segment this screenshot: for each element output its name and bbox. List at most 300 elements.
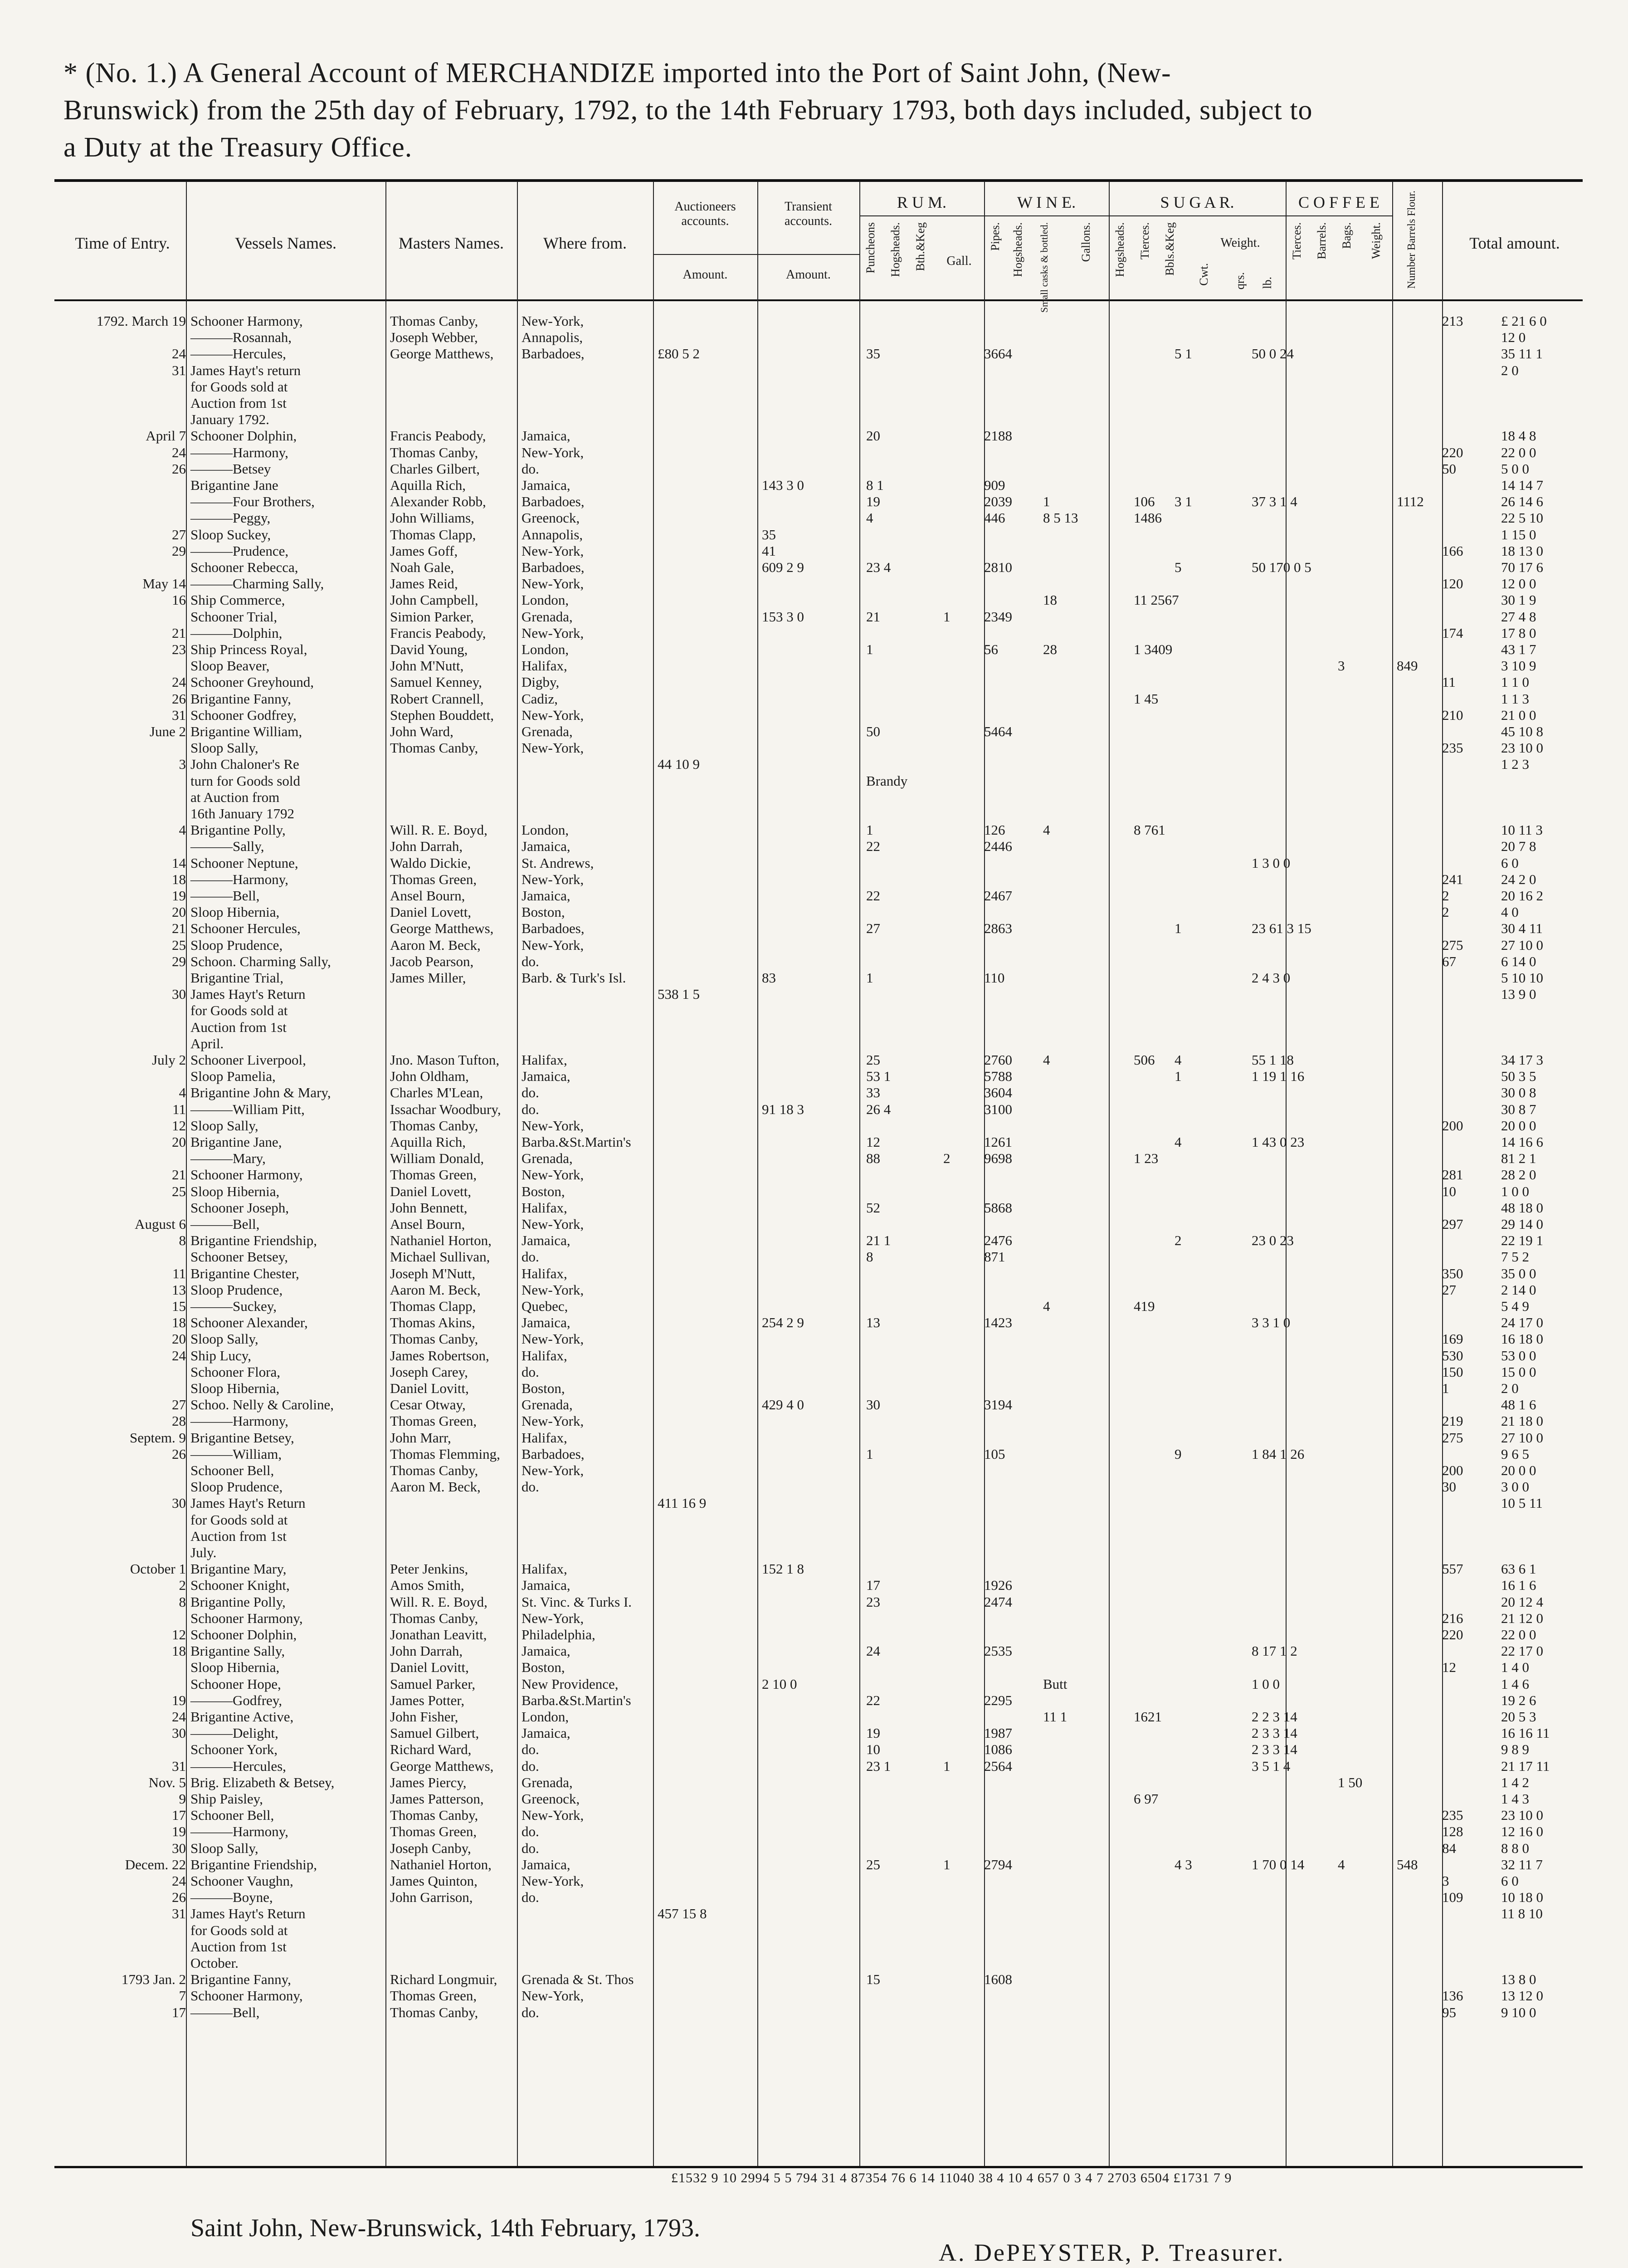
table-row: [54, 1413, 1583, 1429]
vessel-name: ———Betsey: [190, 460, 271, 477]
vessel-name: turn for Goods sold: [190, 772, 300, 789]
sugar-casks: 5: [1175, 559, 1182, 575]
master-name: Simion Parker,: [390, 608, 474, 625]
table-row: [54, 1545, 1583, 1561]
master-name: Waldo Dickie,: [390, 855, 471, 871]
master-name: George Matthews,: [390, 920, 494, 937]
where-from: Boston,: [522, 1183, 565, 1199]
vessel-name: Brigantine Betsey,: [190, 1429, 294, 1446]
table-row: [54, 1577, 1583, 1593]
master-name: James Reid,: [390, 576, 458, 592]
where-from: Barbadoes,: [522, 559, 585, 575]
sugar-casks: 4 3: [1175, 1856, 1192, 1872]
auctioneer-amount: 538 1 5: [658, 986, 700, 1002]
vessel-name: Brigantine Active,: [190, 1709, 294, 1725]
entry-date: April 7: [146, 428, 186, 444]
barrels-flour: 84: [1442, 1840, 1456, 1856]
rum-gallons: 2476: [984, 1232, 1012, 1249]
master-name: John Darrah,: [390, 838, 463, 855]
table-row: [54, 362, 1583, 379]
where-from: Barba.&St.Martin's: [522, 1692, 631, 1708]
vessel-name: Brigantine John & Mary,: [190, 1085, 331, 1101]
table-row: [54, 1594, 1583, 1610]
title-line-3: a Duty at the Treasury Office.: [63, 132, 413, 163]
vessel-name: Schooner Harmony,: [190, 313, 303, 329]
vessel-name: Sloop Sally,: [190, 1840, 258, 1856]
table-row: [54, 1889, 1583, 1906]
master-name: Thomas Canby,: [390, 313, 478, 329]
master-name: Thomas Canby,: [390, 1807, 478, 1823]
entry-date: 24: [172, 444, 186, 460]
entry-date: 25: [172, 937, 186, 953]
auctioneer-amount: 411 16 9: [658, 1495, 707, 1511]
entry-date: 18: [172, 1643, 186, 1659]
table-row: [54, 1348, 1583, 1364]
master-name: Ansel Bourn,: [390, 888, 465, 904]
where-from: Jamaica,: [522, 888, 570, 904]
rum-puncheons: 17: [866, 1577, 880, 1593]
master-name: Thomas Canby,: [390, 740, 478, 756]
entry-date: 27: [172, 1397, 186, 1413]
header-wine-col: Pipes.: [989, 222, 1002, 251]
auctioneer-amount: £80 5 2: [658, 346, 700, 362]
vessel-name: ———Rosannah,: [190, 329, 292, 346]
where-from: Jamaica,: [522, 1725, 570, 1741]
master-name: Thomas Canby,: [390, 1462, 478, 1478]
table-row: [54, 1019, 1583, 1036]
entry-date: 4: [179, 1085, 186, 1101]
table-row: [54, 1232, 1583, 1249]
rum-gallons: 105: [984, 1446, 1005, 1462]
barrels-flour: 219: [1442, 1413, 1463, 1429]
master-name: Cesar Otway,: [390, 1397, 466, 1413]
where-from: New-York,: [522, 1216, 584, 1232]
total-amount: 12 0 0: [1501, 576, 1536, 592]
master-name: Thomas Canby,: [390, 1117, 478, 1134]
entry-date: 31: [172, 362, 186, 378]
vessel-name: ———Harmony,: [190, 1413, 288, 1429]
entry-date: 12: [172, 1627, 186, 1642]
entry-date: 17: [172, 2004, 186, 2020]
barrels-flour: 12: [1442, 1659, 1456, 1676]
vessel-name: Auction from 1st: [190, 1938, 287, 1955]
total-amount: 21 17 11: [1501, 1758, 1550, 1774]
header-group-rule: [984, 215, 1109, 216]
where-from: Halifax,: [522, 1265, 567, 1281]
entry-date: 1793 Jan. 2: [121, 1971, 186, 1988]
header-time-of-entry: Time of Entry.: [75, 234, 170, 252]
total-amount: 11 8 10: [1501, 1906, 1543, 1922]
rum-gallons: 3100: [984, 1101, 1012, 1117]
sugar-weight: 3 5 1 4: [1252, 1758, 1291, 1774]
master-name: James Goff,: [390, 543, 458, 559]
total-amount: 27 10 0: [1501, 937, 1543, 953]
total-amount: 22 0 0: [1501, 1627, 1536, 1642]
total-amount: 16 16 11: [1501, 1725, 1550, 1741]
entry-date: 25: [172, 1183, 186, 1199]
rum-gallons: 2349: [984, 608, 1012, 625]
header-group-rule: [653, 254, 757, 255]
master-name: Will. R. E. Boyd,: [390, 1593, 487, 1610]
where-from: London,: [522, 822, 569, 838]
master-name: John Williams,: [390, 510, 474, 526]
sugar-casks: 9: [1175, 1446, 1182, 1462]
table-row: [54, 1002, 1583, 1019]
sugar-weight: 50 0 24: [1252, 346, 1294, 362]
table-row: [54, 494, 1583, 510]
table-row: [54, 1200, 1583, 1216]
total-amount: 22 17 0: [1501, 1643, 1543, 1659]
rum-bottles-kegs: 1: [943, 1758, 950, 1774]
vessel-name: ———Boyne,: [190, 1889, 273, 1906]
rum-puncheons: 8: [866, 1249, 873, 1265]
entry-date: Nov. 5: [148, 1774, 186, 1790]
where-from: St. Vinc. & Turks I.: [522, 1593, 632, 1610]
vessel-name: Schooner Betsey,: [190, 1249, 288, 1265]
vessel-name: for Goods sold at: [190, 378, 288, 395]
coffee-weight: 548: [1397, 1856, 1418, 1872]
transient-amount: 2 10 0: [762, 1676, 797, 1692]
table-row: [54, 658, 1583, 674]
rum-gallons: 2760: [984, 1052, 1012, 1068]
sugar-weight: 1 84 1 26: [1252, 1446, 1305, 1462]
header-barrels-flour: Number Barrels Flour.: [1406, 191, 1418, 289]
where-from: Barbadoes,: [522, 494, 585, 510]
table-row: [54, 1249, 1583, 1265]
barrels-flour: 109: [1442, 1889, 1463, 1906]
sugar-weight: 1 3 0 0: [1252, 855, 1291, 871]
total-amount: 4 0: [1501, 904, 1519, 920]
header-masters: Masters Names.: [399, 234, 504, 252]
table-row: [54, 1101, 1583, 1118]
master-name: John Darrah,: [390, 1643, 463, 1659]
table-row: [54, 1610, 1583, 1627]
table-row: [54, 888, 1583, 904]
total-amount: 18 13 0: [1501, 543, 1543, 559]
vessel-name: Schooner Godfrey,: [190, 707, 297, 723]
table-row: [54, 1922, 1583, 1939]
rum-puncheons: 27: [866, 920, 880, 937]
table-row: [54, 1512, 1583, 1528]
where-from: New-York,: [522, 1281, 584, 1298]
vessel-name: Schooner Rebecca,: [190, 559, 298, 575]
table-row: [54, 1659, 1583, 1676]
vessel-name: Sloop Beaver,: [190, 658, 270, 674]
where-from: do.: [522, 460, 539, 477]
where-from: Barba.&St.Martin's: [522, 1134, 631, 1150]
where-from: Boston,: [522, 1659, 565, 1676]
entry-date: 16: [172, 592, 186, 608]
rum-puncheons: 30: [866, 1397, 880, 1413]
entry-date: Septem. 9: [130, 1429, 186, 1446]
header-coffee-col: Weight.: [1370, 222, 1383, 259]
wine-casks: 8 5 13: [1043, 510, 1078, 526]
barrels-flour: 3: [1442, 1873, 1449, 1889]
where-from: Annapolis,: [522, 526, 583, 543]
header-vessels: Vessels Names.: [235, 234, 336, 252]
master-name: Will. R. E. Boyd,: [390, 822, 487, 838]
master-name: Thomas Green,: [390, 1167, 477, 1183]
entry-date: 7: [179, 1988, 186, 2004]
table-top-rule: [54, 179, 1583, 182]
where-from: Jamaica,: [522, 838, 570, 855]
vessel-name: Sloop Hibernia,: [190, 1380, 280, 1396]
vessel-name: ———Mary,: [190, 1150, 266, 1167]
vessel-name: April.: [190, 1035, 224, 1051]
vessel-name: Brigantine Mary,: [190, 1561, 287, 1577]
vessel-name: ———Peggy,: [190, 510, 271, 526]
header-sugar-col: Tierces.: [1138, 222, 1151, 260]
total-amount: 43 1 7: [1501, 641, 1536, 657]
vessel-name: for Goods sold at: [190, 1922, 288, 1938]
header-rum-col: Puncheons: [864, 222, 877, 274]
table-row: [54, 592, 1583, 608]
total-amount: 9 8 9: [1501, 1741, 1529, 1758]
total-amount: 12 0: [1501, 329, 1526, 346]
master-name: John Garrison,: [390, 1889, 473, 1906]
entry-date: 26: [172, 690, 186, 707]
vessel-name: Brigantine Jane,: [190, 1134, 282, 1150]
master-name: Thomas Green,: [390, 1413, 477, 1429]
vessel-name: ———Bell,: [190, 1216, 260, 1232]
table-row: [54, 1118, 1583, 1134]
transient-amount: 152 1 8: [762, 1561, 804, 1577]
wine-gallons: 1 23: [1134, 1150, 1159, 1167]
entry-date: 14: [172, 855, 186, 871]
rum-bottles-kegs: 1: [943, 1856, 950, 1872]
vessel-name: Brigantine Jane: [190, 477, 278, 493]
sugar-weight: 3 3 1 0: [1252, 1315, 1291, 1331]
sugar-weight: 2 4 3 0: [1252, 970, 1291, 986]
rum-bottles-kegs: 2: [943, 1150, 950, 1167]
master-name: Thomas Green,: [390, 1988, 477, 2004]
table-bottom-rule: [54, 2166, 1583, 2168]
table-row: [54, 1528, 1583, 1545]
total-amount: 21 0 0: [1501, 707, 1536, 723]
entry-date: 13: [172, 1281, 186, 1298]
barrels-flour: 50: [1442, 460, 1456, 477]
master-name: James Potter,: [390, 1692, 465, 1708]
transient-amount: 41: [762, 543, 776, 559]
total-amount: 5 4 9: [1501, 1298, 1529, 1314]
vessel-name: Schooner Harmony,: [190, 1988, 303, 2004]
barrels-flour: 128: [1442, 1823, 1463, 1840]
vessel-name: Schooner Hope,: [190, 1676, 281, 1692]
entry-date: 24: [172, 1873, 186, 1889]
vessel-name: October.: [190, 1955, 239, 1971]
vessel-name: Sloop Pamelia,: [190, 1068, 276, 1085]
table-row: [54, 1085, 1583, 1101]
master-name: Aquilla Rich,: [390, 1134, 466, 1150]
table-row: [54, 1906, 1583, 1922]
wine-casks: 4: [1043, 822, 1050, 838]
total-amount: 21 12 0: [1501, 1610, 1543, 1626]
entry-date: 20: [172, 1134, 186, 1150]
barrels-flour: 1: [1442, 1380, 1449, 1396]
where-from: Jamaica,: [522, 1643, 570, 1659]
vessel-name: Schooner Neptune,: [190, 855, 298, 871]
rum-puncheons: 1: [866, 1446, 873, 1462]
entry-date: 18: [172, 871, 186, 887]
where-from: Jamaica,: [522, 1856, 570, 1872]
total-amount: 2 0: [1501, 1380, 1519, 1396]
where-from: Halifax,: [522, 1429, 567, 1446]
vessel-name: Ship Princess Royal,: [190, 641, 307, 657]
table-row: [54, 1167, 1583, 1183]
table-row: [54, 838, 1583, 855]
total-amount: 9 10 0: [1501, 2004, 1536, 2020]
barrels-flour: 297: [1442, 1216, 1463, 1232]
master-name: Nathaniel Horton,: [390, 1856, 492, 1872]
entry-date: 18: [172, 1315, 186, 1331]
table-row: [54, 1857, 1583, 1873]
rum-gallons: 126: [984, 822, 1005, 838]
total-amount: 10 18 0: [1501, 1889, 1543, 1906]
entry-date: 3: [179, 756, 186, 772]
master-name: John Bennett,: [390, 1199, 468, 1216]
vessel-name: Ship Lucy,: [190, 1347, 252, 1364]
master-name: Samuel Gilbert,: [390, 1725, 479, 1741]
vessel-name: Sloop Sally,: [190, 740, 258, 756]
rum-gallons: 2794: [984, 1856, 1012, 1872]
transient-amount: 83: [762, 970, 776, 986]
vessel-name: Sloop Hibernia,: [190, 904, 280, 920]
sugar-weight: 1 19 1 16: [1252, 1068, 1305, 1085]
table-row: [54, 1380, 1583, 1397]
master-name: Francis Peabody,: [390, 625, 486, 641]
total-amount: 6 0: [1501, 855, 1519, 871]
total-amount: 30 8 7: [1501, 1101, 1536, 1117]
total-amount: 20 12 4: [1501, 1593, 1543, 1610]
vessel-name: James Hayt's return: [190, 362, 301, 378]
vessel-name: Sloop Hibernia,: [190, 1659, 280, 1676]
barrels-flour: 281: [1442, 1167, 1463, 1183]
where-from: Halifax,: [522, 1199, 567, 1216]
master-name: James Miller,: [390, 970, 466, 986]
transient-amount: 429 4 0: [762, 1397, 804, 1413]
where-from: New-York,: [522, 1462, 584, 1478]
master-name: David Young,: [390, 641, 468, 657]
vessel-name: James Hayt's Return: [190, 986, 306, 1002]
table-row: [54, 871, 1583, 888]
wine-casks: 4: [1043, 1298, 1050, 1314]
header-bottom-rule: [54, 299, 1583, 301]
rum-gallons: 909: [984, 477, 1005, 493]
rum-gallons: 2535: [984, 1643, 1012, 1659]
where-from: Barbadoes,: [522, 346, 585, 362]
table-row: [54, 1134, 1583, 1150]
wine-gallons: 1 45: [1134, 690, 1159, 707]
barrels-flour: 210: [1442, 707, 1463, 723]
where-from: Halifax,: [522, 1561, 567, 1577]
entry-date: August 6: [135, 1216, 186, 1232]
where-from: Digby,: [522, 674, 560, 690]
where-from: Halifax,: [522, 1052, 567, 1068]
where-from: Jamaica,: [522, 428, 570, 444]
vessel-name: Sloop Prudence,: [190, 937, 283, 953]
entry-date: 29: [172, 953, 186, 969]
coffee-casks: 4: [1338, 1856, 1345, 1872]
vessel-name: Sloop Suckey,: [190, 526, 271, 543]
where-from: Cadiz,: [522, 690, 558, 707]
vessel-name: Schooner Bell,: [190, 1807, 274, 1823]
rum-gallons: 1423: [984, 1315, 1012, 1331]
master-name: Ansel Bourn,: [390, 1216, 465, 1232]
rum-gallons: 2039: [984, 494, 1012, 510]
barrels-flour: 11: [1442, 674, 1456, 690]
master-name: Thomas Canby,: [390, 1610, 478, 1626]
table-row: [54, 1315, 1583, 1331]
table-row: [54, 527, 1583, 543]
total-amount: 26 14 6: [1501, 494, 1543, 510]
total-amount: £ 21 6 0: [1501, 313, 1547, 329]
master-name: Thomas Green,: [390, 871, 477, 887]
total-amount: 30 1 9: [1501, 592, 1536, 608]
master-name: Richard Ward,: [390, 1741, 472, 1758]
table-row: [54, 510, 1583, 526]
table-row: [54, 1430, 1583, 1446]
master-name: Amos Smith,: [390, 1577, 464, 1593]
rum-gallons: 2446: [984, 838, 1012, 855]
master-name: Thomas Canby,: [390, 444, 478, 460]
rum-puncheons: 21 1: [866, 1232, 891, 1249]
vessel-name: Brigantine Friendship,: [190, 1232, 317, 1249]
table-row: [54, 822, 1583, 838]
coffee-casks: 3: [1338, 658, 1345, 674]
vessel-name: ———Suckey,: [190, 1298, 277, 1314]
rum-puncheons: 22: [866, 888, 880, 904]
vessel-name: Schooner York,: [190, 1741, 278, 1758]
total-amount: 24 17 0: [1501, 1315, 1543, 1331]
header-group-rule: [757, 254, 859, 255]
vessel-name: Brigantine Sally,: [190, 1643, 285, 1659]
entry-date: 24: [172, 1347, 186, 1364]
table-row: [54, 346, 1583, 362]
rum-puncheons: 10: [866, 1741, 880, 1758]
table-row: [54, 1692, 1583, 1709]
vessel-name: Schooner Vaughn,: [190, 1873, 293, 1889]
total-amount: 14 16 6: [1501, 1134, 1543, 1150]
total-amount: 22 0 0: [1501, 444, 1536, 460]
auctioneer-amount: 44 10 9: [658, 756, 700, 772]
master-name: James Piercy,: [390, 1774, 467, 1790]
master-name: Charles Gilbert,: [390, 460, 480, 477]
rum-gallons: 446: [984, 510, 1005, 526]
table-row: [54, 1873, 1583, 1889]
wine-gallons: 419: [1134, 1298, 1155, 1314]
master-name: James Quinton,: [390, 1873, 478, 1889]
where-from: Grenada,: [522, 608, 573, 625]
wine-gallons: 1486: [1134, 510, 1162, 526]
rum-gallons: 110: [984, 970, 1005, 986]
table-row: [54, 691, 1583, 707]
header-coffee-col: Bags.: [1340, 222, 1353, 249]
total-amount: 1 0 0: [1501, 1183, 1529, 1199]
entry-date: 19: [172, 1823, 186, 1840]
master-name: Michael Sullivan,: [390, 1249, 490, 1265]
where-from: Jamaica,: [522, 1577, 570, 1593]
header-rum-col: Gall.: [946, 254, 972, 268]
barrels-flour: 216: [1442, 1610, 1463, 1626]
master-name: Jonathan Leavitt,: [390, 1627, 487, 1642]
master-name: Richard Longmuir,: [390, 1971, 497, 1988]
table-row: [54, 559, 1583, 576]
auctioneer-amount: 457 15 8: [658, 1906, 707, 1922]
header-rum-col: Bth.&Keg: [914, 222, 927, 271]
vessel-name: ———Delight,: [190, 1725, 278, 1741]
entry-date: 30: [172, 1495, 186, 1511]
where-from: do.: [522, 2004, 539, 2020]
